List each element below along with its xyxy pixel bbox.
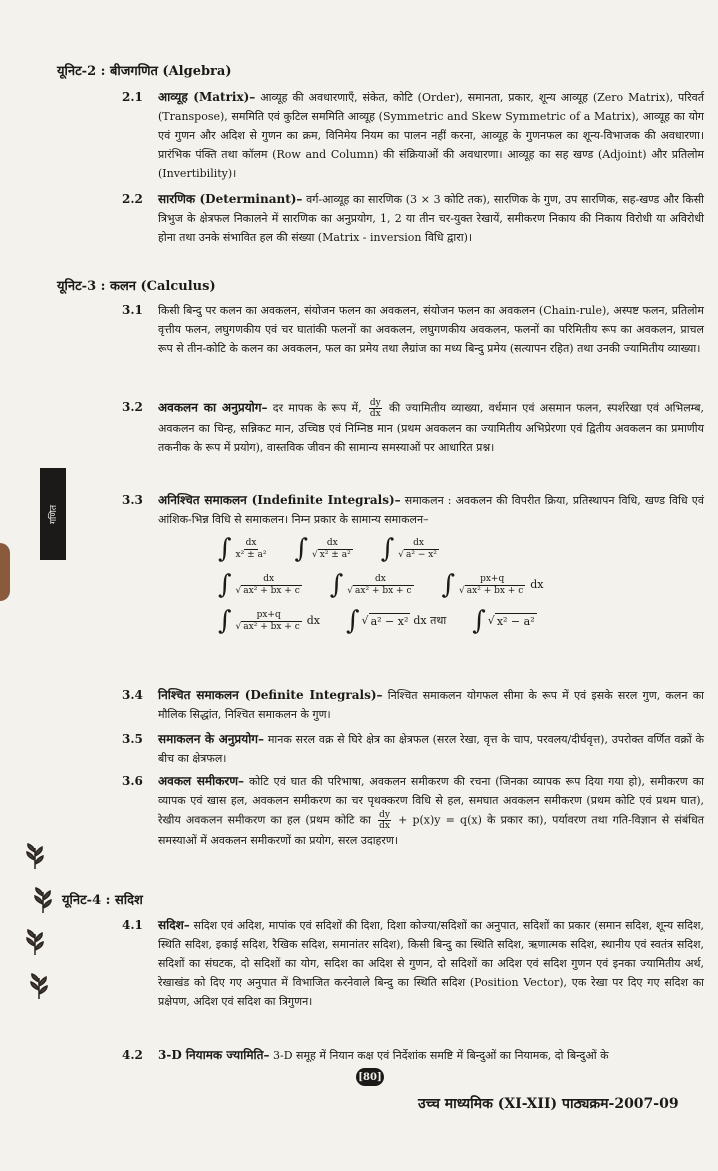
section-number: 3.2 <box>122 400 143 414</box>
section-text: मानक सरल वक्र से घिरे क्षेत्र का क्षेत्रफल (सरल रेखा, वृत्त के चाप, परवलय/दीर्घवृत्त), उपरोक्त वर्णित वक्रों के बीच का क्षेत्रफल। <box>158 733 704 765</box>
integral-expression: ∫ $\frac{dx}{\text{√ a² − x²}}$ <box>380 534 437 564</box>
section-2-2 <box>122 190 704 247</box>
unit-2-heading: यूनिट-2 : बीजगणित (Algebra) <box>57 64 232 79</box>
integral-row <box>218 608 538 634</box>
section-title: अनिश्चित समाकलन (Indefinite Integrals)– <box>158 493 401 507</box>
section-3-4 <box>122 686 704 724</box>
section-title: सारणिक (Determinant)– <box>158 192 303 206</box>
section-title: अवकल समीकरण– <box>158 774 245 788</box>
leaf-ornament-icon <box>22 928 48 956</box>
unit-4-heading: यूनिट-4 : सदिश <box>62 893 143 908</box>
integral-expression: ∫ $\frac{dx}{\text{√ x² ± a²}}$ <box>294 534 351 564</box>
section-number: 3.3 <box>122 493 143 507</box>
leaf-ornament-icon <box>26 972 52 1000</box>
section-number: 3.1 <box>122 303 143 317</box>
section-text: की ज्यामितीय व्याख्या, वर्धमान एवं असमान फलन, स्पर्शरेखा एवं अभिलम्ब, अवकलन का चिन्ह, सन्निकट मान, उच्चिष्ठ एवं निम्निष्ठ मान (प्रथम अवकलन का ज्यामितीय अभिप्रेरणा एवं द्वितीय अवकलन का प्रमाणीय तकनीक के रूप में प्रयोग), वास्तविक जीवन की सामान्य समस्याओं पर आधारित प्रश्न। <box>158 401 705 454</box>
section-text: आव्यूह की अवधारणाएँ, संकेत, कोटि (Order), समानता, प्रकार, शून्य आव्यूह (Zero Matrix), परिवर्त (Transpose), सममिति एवं कुटिल सममिति आव्यूह (Symmetric and Skew Symmetric of a Matrix), आव्यूह का योग एवं गुणन और अदिश से गुणन का क्रम, विनिमेय नियम का पालन नहीं करना, आव्यूह के गुणनफल का शून्य-विभाजक की अवधारणा। प्रारंभिक पंक्ति तथा कॉलम (Row and Column) की संक्रियाओं की अवधारणा। आव्यूह का सह खण्ड (Adjoint) और प्रतिलोम (Invertibility)। <box>158 91 705 180</box>
section-title: अवकलन का अनुप्रयोग– <box>158 400 268 415</box>
integral-expression: ∫ $\frac{px+q}{\text{√ ax² + bx + c}}$ dx <box>218 606 320 636</box>
section-number: 3.6 <box>122 774 143 788</box>
leaf-ornament-icon <box>30 886 56 914</box>
side-tab: गणित <box>40 468 66 560</box>
section-number: 2.2 <box>122 192 143 206</box>
section-title: आव्यूह (Matrix)– <box>158 90 256 104</box>
section-text: 3-D समूह में नियान कक्ष एवं निर्देशांक समष्टि में बिन्दुओं का नियामक, दो बिन्दुओं के <box>269 1049 609 1062</box>
section-number: 4.2 <box>122 1048 143 1062</box>
section-title: सदिश– <box>158 918 190 932</box>
footer-title: उच्च माध्यमिक (XI-XII) पाठ्यक्रम-2007-09 <box>418 1096 679 1112</box>
section-title: निश्चित समाकलन (Definite Integrals)– <box>158 688 383 702</box>
integral-list <box>218 534 544 644</box>
section-3-5 <box>122 730 704 768</box>
section-number: 3.4 <box>122 688 143 702</box>
section-title: 3-D नियामक ज्यामिति– <box>158 1048 270 1062</box>
unit-3-heading: यूनिट-3 : कलन (Calculus) <box>57 279 216 294</box>
section-text: समाकलन : अवकलन की विपरीत क्रिया, प्रतिस्थापन विधि, खण्ड विधि एवं आंशिक-भिन्न विधि से समाकलन। निम्न प्रकार के सामान्य समाकलन– <box>158 494 704 526</box>
section-number: 4.1 <box>122 918 143 932</box>
dy-dx-fraction: $\frac{dy}{dx}$ <box>369 398 381 419</box>
section-3-6 <box>122 772 704 850</box>
integral-expression: ∫ $\frac{dx}{\text{√ ax² + bx + c}}$ <box>329 570 412 600</box>
section-text: कोटि एवं घात की परिभाषा, अवकलन समीकरण की रचना (जिनका व्यापक रूप दिया गया हो), समीकरण का व्यापक एवं खास हल, अवकलन समीकरण का चर पृथक्करण विधि से हल, समघात अवकलन समीकरण (प्रथम कोटि एवं प्रथम घात), रेखीय अवकलन समीकरण का हल (प्रथम कोटि का <box>158 775 704 827</box>
section-text: सदिश एवं अदिश, मापांक एवं सदिशों की दिशा, दिशा कोज्या/सदिशों का अनुपात, सदिशों का प्रकार (समान सदिश, शून्य सदिश, स्थिति सदिश, इकाई सदिश, रैखिक सदिश, समानांतर सदिश), किसी बिन्दु का स्थिति सदिश, ऋणात्मक सदिश, स्थानीय एवं स्वतंत्र सदिश, सदिशों का संघटक, दो सदिशों का योग, सदिश का अदिश से गुणन, दो सदिशों का अदिश एवं सदिश गुणन एवं इनका ज्यामितीय अर्थ, रेखाखंड को दिए गए अनुपात में विभाजित करनेवाले बिन्दु का स्थिति सदिश (Position Vector), एक रेखा पर दिए गए सदिश का प्रक्षेपण, अदिश एवं सदिश का त्रिगुणन। <box>158 919 704 1008</box>
section-text: दर मापक के रूप में, <box>267 401 367 415</box>
section-4-2 <box>122 1046 704 1065</box>
dy-dx-fraction: $\frac{dy}{dx}$ <box>379 810 390 831</box>
section-text: वर्ग-आव्यूह का सारणिक (3 × 3 कोटि तक), सारणिक के गुण, उप सारणिक, सह-खण्ड और किसी त्रिभुज के क्षेत्रफल निकालने में सारणिक का अनुप्रयोग, 1, 2 या तीन चर-युक्त रेखायें, समीकरण निकाय की निकाय विरोधी या अविरोधी होना तथा उनके संभावित हल की संख्या (Matrix - inversion विधि द्वारा)। <box>158 193 705 244</box>
section-2-1 <box>122 88 704 183</box>
integral-expression: ∫ $\frac{dx}{\text{√ ax² + bx + c}}$ <box>218 570 300 600</box>
section-text: किसी बिन्दु पर कलन का अवकलन, संयोजन फलन का अवकलन, संयोजन फलन का अवकलन (Chain-rule), अस्पष्ट फलन, प्रतिलोम वृत्तीय फलन, लघुगणकीय एवं चर घातांकी फलनों का अवकलन, लघुगणकीय अवकलन, फलनों का परिमितीय रूप का अवकलन, प्राचल रूप से तीन-कोटि के कलन का अवकलन, फल का प्रमेय तथा लैग्रांज का मध्य बिन्दु प्रमेय (सत्यापन रहित) तथा उनकी ज्यामितीय व्याख्या। <box>158 304 704 355</box>
section-number: 3.5 <box>122 732 143 746</box>
section-text: निश्चित समाकलन योगफल सीमा के रूप में एवं इसके सरल गुण, कलन का मौलिक सिद्धांत, निश्चित समाकलन के गुण। <box>158 689 704 721</box>
integral-expression: ∫ √ x² − a² <box>472 606 535 636</box>
section-number: 2.1 <box>122 90 143 104</box>
section-text: + p(x)y = q(x) के प्रकार का), पर्यावरण तथा गति-विज्ञान से संबंधित समस्याओं में अवकलन समीकरणों का प्रयोग, सरल उदाहरण। <box>158 813 704 847</box>
section-4-1 <box>122 916 704 1011</box>
leaf-ornament-icon <box>22 842 48 870</box>
binding-mark <box>0 543 10 601</box>
section-title: समाकलन के अनुप्रयोग– <box>158 732 265 746</box>
section-3-2 <box>122 398 704 457</box>
section-3-3 <box>122 491 704 529</box>
integral-expression: ∫ $\frac{dx}{\text{x² ± a²}}$ <box>218 534 267 564</box>
integral-expression: ∫ √ a² − x² dx तथा <box>346 606 447 636</box>
section-3-1 <box>122 301 704 358</box>
integral-row <box>218 570 544 600</box>
integral-expression: ∫ $\frac{px+q}{\text{√ ax² + bx + c}}$ dx <box>441 570 544 600</box>
integral-row <box>218 536 538 562</box>
page-number: [80] <box>356 1068 384 1086</box>
